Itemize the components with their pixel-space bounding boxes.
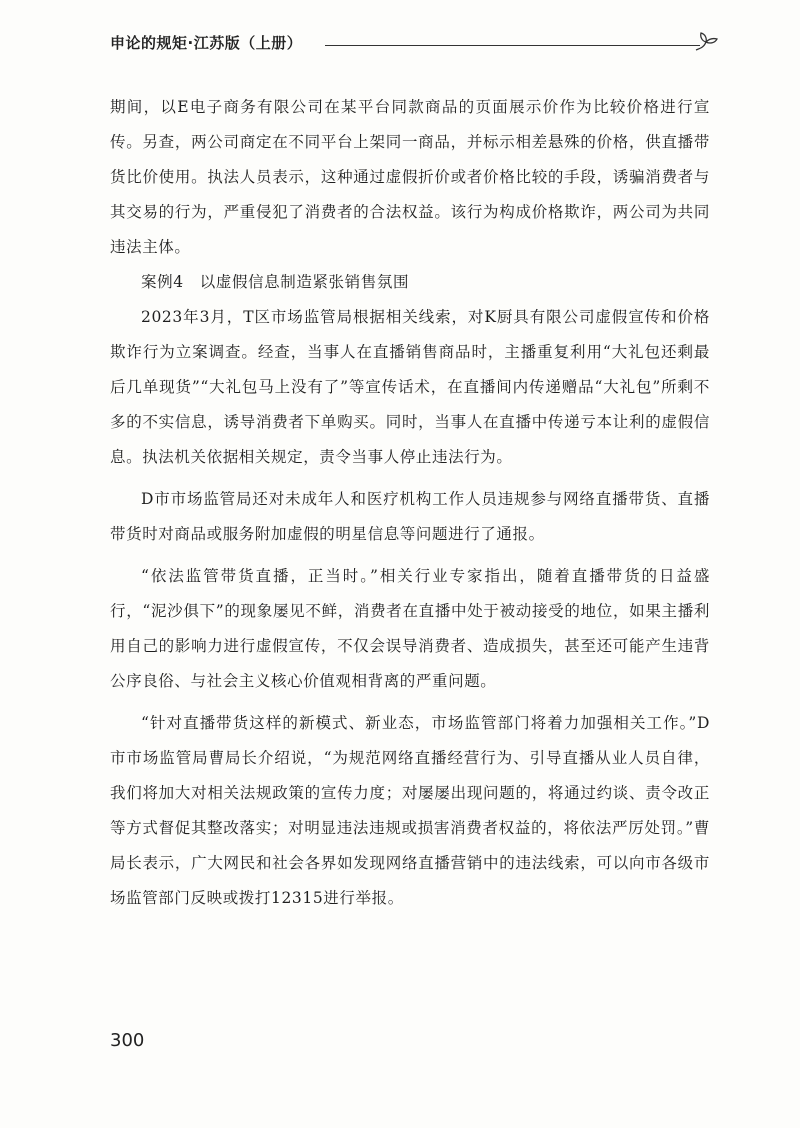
- header-title: 申论的规矩·江苏版（上册）: [110, 34, 303, 52]
- page-number: 300: [110, 1030, 145, 1051]
- running-header: [110, 28, 720, 58]
- case-heading: 案例4 以虚假信息制造紧张销售氛围: [141, 273, 410, 291]
- header-rule: [325, 45, 700, 46]
- paragraph-case-4: 2023年3月，T区市场监管局根据相关线索，对K厨具有限公司虚假宣传和价格欺诈行为立案调查。经查，当事人在直播销售商品时，主播重复利用“大礼包还剩最后几单现货”“大礼包马上没有了”等宣传话术，在直播间内传递赠品“大礼包”所剩不多的不实信息，诱导消费者下单购买。同时，当事人在直播中传递亏本让利的虚假信息。执法机关依据相关规定，责令当事人停止违法行为。: [110, 308, 710, 466]
- sprout-icon: [692, 28, 722, 54]
- paragraph-director: “针对直播带货这样的新模式、新业态，市场监管部门将着力加强相关工作。”D市市场监管局曹局长介绍说，“为规范网络直播经营行为、引导直播从业人员自律，我们将加大对相关法规政策的宣传力度；对屡屡出现问题的，将通过约谈、责令改正等方式督促其整改落实；对明显违法违规或损害消费者权益的，将依法严厉处罚。”曹局长表示，广大网民和社会各界如发现网络直播营销中的违法线索，可以向市各级市场监管部门反映或拨打12315进行举报。: [110, 714, 710, 907]
- body-text: [110, 90, 710, 916]
- paragraph-report: D市市场监管局还对未成年人和医疗机构工作人员违规参与网络直播带货、直播带货时对商品或服务附加虚假的明星信息等问题进行了通报。: [110, 490, 710, 543]
- paragraph-continuation: 期间，以E电子商务有限公司在某平台同款商品的页面展示价作为比较价格进行宣传。另查，两公司商定在不同平台上架同一商品，并标示相差悬殊的价格，供直播带货比价使用。执法人员表示，这种通过虚假折价或者价格比较的手段，诱骗消费者与其交易的行为，严重侵犯了消费者的合法权益。该行为构成价格欺诈，两公司为共同违法主体。: [110, 98, 710, 256]
- paragraph-expert: “依法监管带货直播，正当时。”相关行业专家指出，随着直播带货的日益盛行，“泥沙俱下”的现象屡见不鲜，消费者在直播中处于被动接受的地位，如果主播利用自己的影响力进行虚假宣传，不仅会误导消费者、造成损失，甚至还可能产生违背公序良俗、与社会主义核心价值观相背离的严重问题。: [110, 567, 710, 690]
